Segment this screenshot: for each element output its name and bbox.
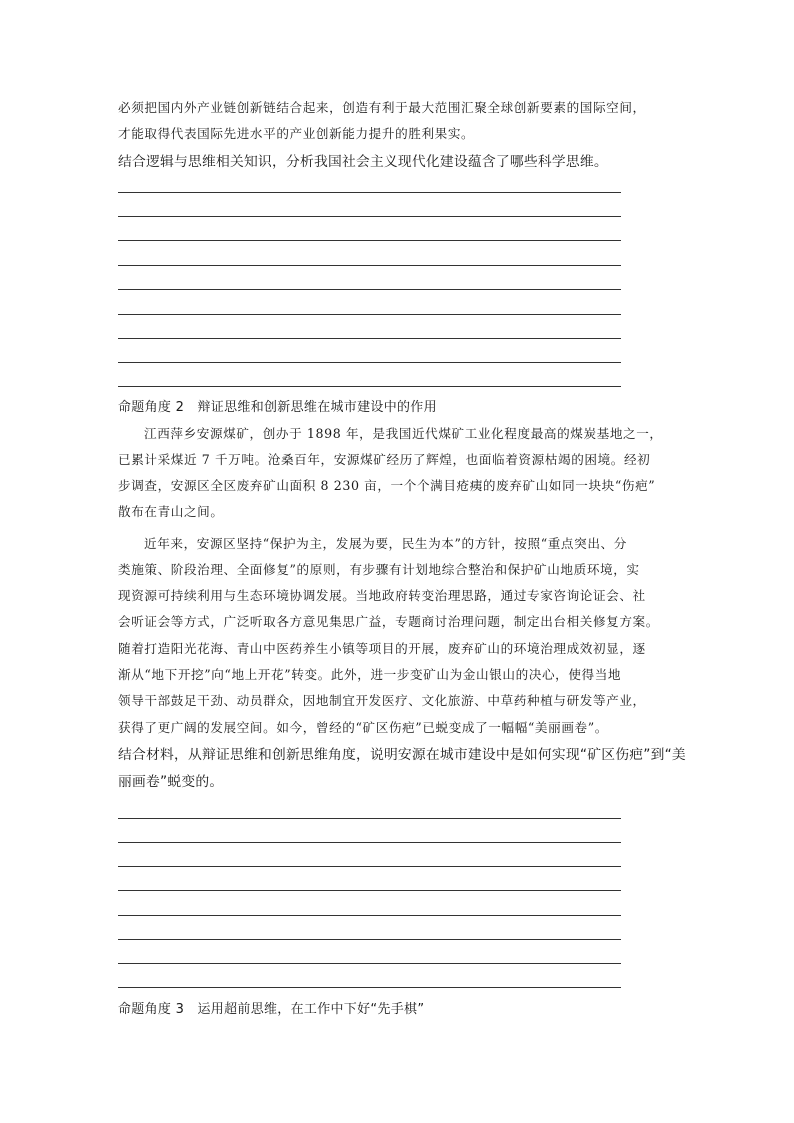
answer-line[interactable] [118,842,621,843]
answer-line[interactable] [118,987,621,988]
question-text: 结合材料，从辩证思维和创新思维角度，说明安源在城市建设中是如何实现“矿区伤疤”到“美 [118,747,686,763]
material-line: 才能取得代表国际先进水平的产业创新能力提升的胜利果实。 [118,126,475,141]
answer-line[interactable] [118,338,621,339]
answer-line[interactable] [118,314,621,315]
answer-line[interactable] [118,939,621,940]
answer-line[interactable] [118,890,621,891]
section-heading: 命题角度 3 运用超前思维，在工作中下好“先手棋” [118,1002,425,1017]
material-line: 领导干部鼓足干劲、动员群众，因地制宜开发医疗、文化旅游、中草药种植与研发等产业， [118,693,646,708]
material-line: 近年来，安源区坚持“保护为主，发展为要，民生为本”的方针，按照“重点突出、分 [144,536,627,551]
answer-line[interactable] [118,866,621,867]
answer-line[interactable] [118,265,621,266]
answer-line[interactable] [118,963,621,964]
answer-line[interactable] [118,818,621,819]
material-line: 获得了更广阔的发展空间。如今，曾经的“矿区伤疤”已蜕变成了一幅幅“美丽画卷”。 [118,720,608,735]
material-line: 步调查，安源区全区废弃矿山面积 8 230 亩，一个个满目疮痍的废弃矿山如同一块块“伤疤” [118,478,656,493]
question-text: 丽画卷”蜕变的。 [118,774,224,790]
answer-line[interactable] [118,240,621,241]
section-heading: 命题角度 2 辩证思维和创新思维在城市建设中的作用 [118,400,437,415]
answer-line[interactable] [118,915,621,916]
material-line: 类施策、阶段治理、全面修复”的原则，有步骤有计划地综合整治和保护矿山地质环境，实 [118,562,640,577]
answer-line[interactable] [118,216,621,217]
answer-line[interactable] [118,386,621,387]
question-text: 结合逻辑与思维相关知识，分析我国社会主义现代化建设蕴含了哪些科学思维。 [118,154,608,170]
material-line: 现资源可持续利用与生态环境协调发展。当地政府转变治理思路，通过专家咨询论证会、社 [118,588,646,603]
material-line: 江西萍乡安源煤矿，创办于 1898 年，是我国近代煤矿工业化程度最高的煤炭基地之一， [144,426,663,441]
answer-line[interactable] [118,289,621,290]
answer-line[interactable] [118,362,621,363]
answer-line[interactable] [118,192,621,193]
material-line: 渐从“地下开挖”向“地上开花”转变。此外，进一步变矿山为金山银山的决心，使得当地 [118,667,622,682]
material-line: 散布在青山之间。 [118,504,224,519]
material-line: 必须把国内外产业链创新链结合起来，创造有利于最大范围汇聚全球创新要素的国际空间， [118,100,646,115]
material-line: 会听证会等方式，广泛听取各方意见集思广益，专题商讨治理问题，制定出台相关修复方案。 [118,614,659,629]
material-line: 已累计采煤近 7 千万吨。沧桑百年，安源煤矿经历了辉煌，也面临着资源枯竭的困境。经初 [118,452,651,467]
material-line: 随着打造阳光花海、青山中医药养生小镇等项目的开展，废弃矿山的环境治理成效初显，逐 [118,641,646,656]
